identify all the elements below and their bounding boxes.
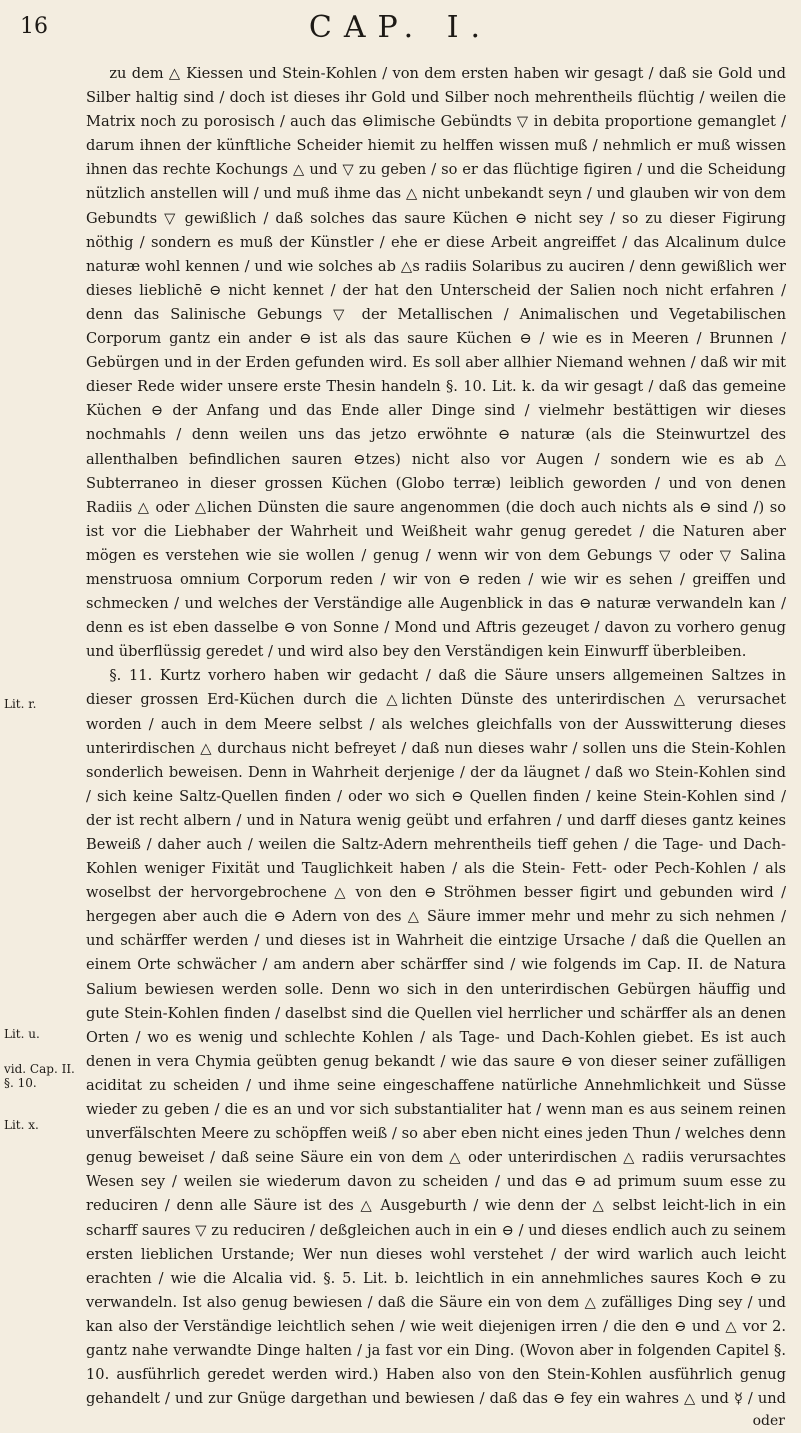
catchword: oder [752,1413,785,1429]
body-text [86,62,786,1412]
margin-note-lit-x: Lit. x. [4,1118,39,1132]
paragraph-2: §. 11. Kurtz vorhero haben wir gedacht / daß die Säure unsers allgemeinen Saltzes in dieser grossen Erd-Küchen durch die △lichten Dünste des unterirdischen △ verursachet worden / auch in dem Meere selbst / als welches gleichfalls von der Ausswitterung dieses unterirdischen △ durchaus nicht befreyet / daß nun dieses wahr / sollen uns die Stein-Kohlen sonderlich beweisen. Denn in Wahrheit derjenige / der da läugnet / daß wo Stein-Kohlen sind / sich keine Saltz-Quellen finden / oder wo sich ⊖ Quellen finden / keine Stein-Kohlen sind / der ist recht albern / und in Natura wenig geübt und erfahren / und darff dieses gantz keines Beweiß / daher auch / weilen die Saltz-Adern mehrentheils tieff gehen / die Tage- und Dach-Kohlen weniger Fixität und Tauglichkeit haben / als die Stein- Fett- oder Pech-Kohlen / als woselbst der hervorgebrochene △ von den ⊖ Ströhmen besser figirt und gebunden wird / hergegen aber auch die ⊖ Adern von des △ Säure immer mehr und mehr zu sich nehmen / und schärffer werden / und dieses ist in Wahrheit die eintzige Ursache / daß die Quellen an einem Orte schwächer / am andern aber schärffer sind / wie folgends im Cap. II. de Natura Salium bewiesen werden solle. Denn wo sich in den unterirdischen Gebürgen häuffig und gute Stein-Kohlen finden / daselbst sind die Quellen viel herrlicher und schärffer als an denen Orten / wo es wenig und schlechte Kohlen / als Tage- und Dach-Kohlen giebet. Es ist auch denen in vera Chymia geübten genug bekandt / wie das saure ⊖ von dieser seiner zufälligen aciditat zu scheiden / und ihme seine eingeschaffene natürliche Annehmlichkeit und Süsse wieder zu geben / die es an und vor sich substantialiter hat / wenn man es aus seinem reinen unverfälschten Meere zu schöpffen weiß / so aber eben nicht eines jeden Thun / welches denn genug beweiset / daß seine Säure ein von dem △ oder unterirdischen △ radiis verursachtes Wesen sey / weilen sie wiederum davon zu scheiden / und das ⊖ ad primum suum esse zu reduciren / denn alle Säure ist des △ Ausgeburth / wie denn der △ selbst leicht-lich in ein scharff saures ▽ zu reduciren / deßgleichen auch in ein ⊖ / und dieses endlich auch zu seinem ersten lieblichen Urstande; Wer nun dieses wohl verstehet / der wird warlich auch leicht erachten / wie die Alcalia vid. §. 5. Lit. b. leichtlich in ein annehmliches saures Koch ⊖ zu verwandeln. Ist also genug bewiesen / daß die Säure ein von dem △ zufälliges Ding sey / und kan also der Verständige leichtlich sehen / wie weit diejenigen irren / die den ⊖ und △ vor 2. gantz nahe verwandte Dinge halten / ja fast vor ein Ding. (Wovon aber in folgenden Capitel §. 10. ausführlich geredet werden wird.) Haben also von den Stein-Kohlen ausführlich genug gehandelt / und zur Gnüge dargethan und bewiesen / daß das ⊖ fey ein wahres △ und ☿ / und [86,667,786,1408]
page-number: 16 [20,14,48,39]
margin-note-lit-u: Lit. u. [4,1027,40,1041]
paragraph-1: zu dem △ Kiessen und Stein-Kohlen / von dem ersten haben wir gesagt / daß sie Gold und Silber haltig sind / doch ist dieses ihr Gold und Silber noch mehrentheils flüchtig / weilen die Matrix noch zu porosisch / auch das ⊖limische Gebündts ▽ in debita proportione gemanglet / darum ihnen der künftliche Scheider hiemit zu helffen wissen muß / nehmlich er muß wissen ihnen das rechte Kochungs △ und ▽ zu geben / so er das flüchtige figiren / und die Scheidung nützlich anstellen will / und muß ihme das △ nicht unbekandt seyn / und glauben wir von dem Gebundts ▽ gewißlich / daß solches das saure Küchen ⊖ nicht sey / so zu dieser Figirung nöthig / sondern es muß der Künstler / ehe er diese Arbeit angreiffet / das Alcalinum dulce naturæ wohl kennen / und wie solches ab △s radiis Solaribus zu auciren / denn gewißlich wer dieses lieblichē ⊖ nicht kennet / der hat den Unterscheid der Salien noch nicht erfahren / denn das Salinische Gebungs ▽ der Metallischen / Animalischen und Vegetabilischen Corporum gantz ein ander ⊖ ist als das saure Küchen ⊖ / wie es in Meeren / Brunnen / Gebürgen und in der Erden gefunden wird. Es soll aber allhier Niemand wehnen / daß wir mit dieser Rede wider unsere erste Thesin handeln §. 10. Lit. k. da wir gesagt / daß das gemeine Küchen ⊖ der Anfang und das Ende aller Dinge sind / vielmehr bestättigen wir dieses nochmahls / denn weilen uns das jetzo erwöhnte ⊖ naturæ (als die Steinwurtzel des allenthalben befindlichen sauren ⊖tzes) nicht also vor Augen / sondern wie es ab △ Subterraneo in dieser grossen Küchen (Globo terræ) leiblich geworden / und von denen Radiis △ oder △lichen Dünsten die saure angenommen (die doch auch nichts als ⊖ sind /) so ist vor die Liebhaber der Wahrheit und Weißheit wahr genug geredet / die Naturen aber mögen es verstehen wie sie wollen / genug / wenn wir von dem Gebungs ▽ oder ▽ Salina menstruosa omnium Corporum reden / wir von ⊖ reden / wie wir es sehen / greiffen und schmecken / und welches der Verständige alle Augenblick in das ⊖ naturæ verwandeln kan / denn es ist eben dasselbe ⊖ von Sonne / Mond und Aftris gezeuget / davon zu vorhero genug und überflüssig geredet / und wird also bey den Verständigen kein Einwurff überbleiben. [86,65,786,661]
margin-note-vid: vid. Cap. II. §. 10. [4,1062,75,1090]
margin-note-lit-t: Lit. r. [4,697,37,711]
running-head: CAP. I. [308,10,493,45]
